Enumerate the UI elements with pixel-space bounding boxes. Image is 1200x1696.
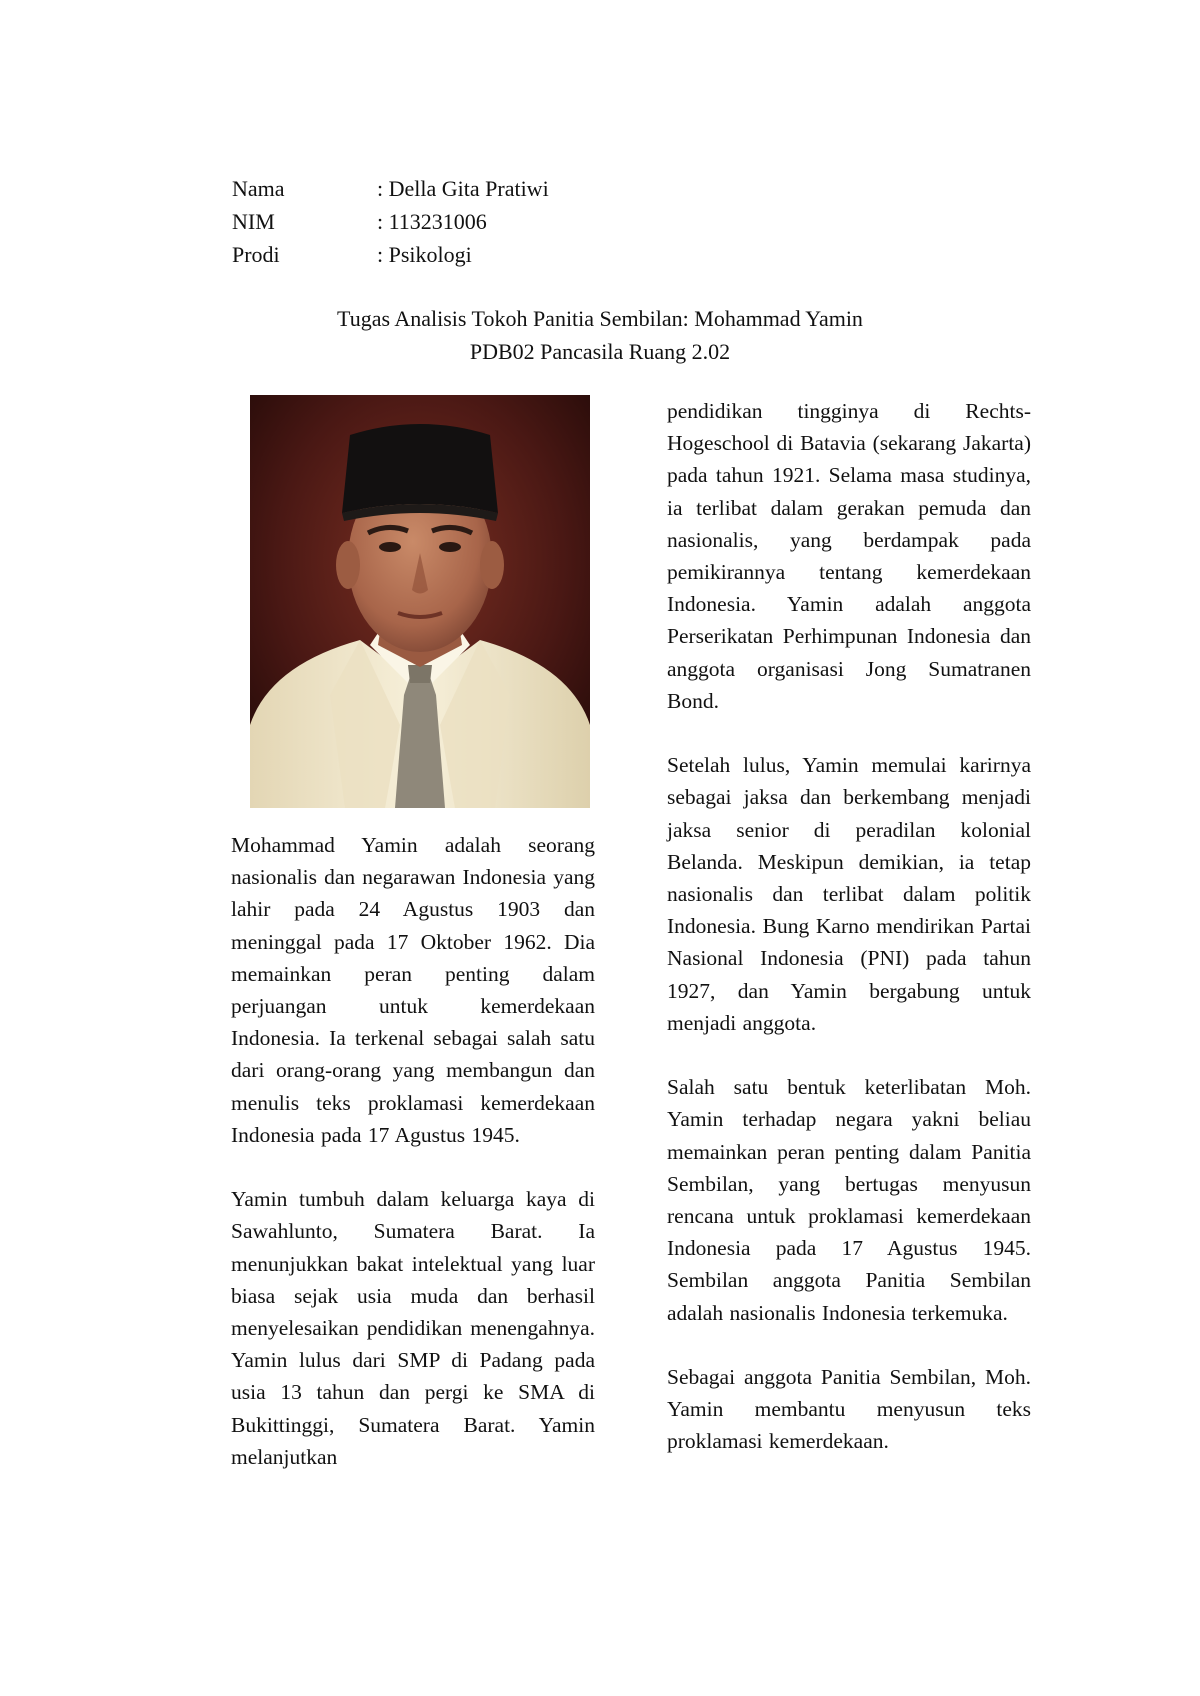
nim-label: NIM (232, 209, 275, 234)
prodi-row (232, 238, 549, 271)
left-column (231, 829, 595, 1505)
portrait-illustration (250, 395, 590, 808)
name-value: : Della Gita Pratiwi (377, 176, 549, 201)
prodi-label: Prodi (232, 242, 280, 267)
name-label: Nama (232, 176, 285, 201)
student-info (232, 172, 549, 271)
portrait-photo (250, 395, 590, 808)
prodi-value: : Psikologi (377, 242, 472, 267)
document-title (0, 302, 1200, 368)
name-row (232, 172, 549, 205)
right-paragraph-2: Setelah lulus, Yamin memulai karirnya sebagai jaksa dan berkembang menjadi jaksa senior di peradilan kolonial Belanda. Meskipun demikian, ia tetap nasionalis dan terlibat dalam politik Indonesia. Bung Karno mendirikan Partai Nasional Indonesia (PNI) pada tahun 1927, dan Yamin bergabung untuk menjadi anggota. (667, 753, 1031, 1035)
right-paragraph-1: pendidikan tingginya di Rechts-Hogeschool di Batavia (sekarang Jakarta) pada tahun 1921. Selama masa studinya, ia terlibat dalam gerakan pemuda dan nasionalis, yang berdampak pada pemikirannya tentang kemerdekaan Indonesia. Yamin adalah anggota Perserikatan Perhimpunan Indonesia dan anggota organisasi Jong Sumatranen Bond. (667, 399, 1031, 713)
right-paragraph-3: Salah satu bentuk keterlibatan Moh. Yamin terhadap negara yakni beliau memainkan peran penting dalam Panitia Sembilan, yang bertugas menyusun rencana untuk proklamasi kemerdekaan Indonesia pada 17 Agustus 1945. Sembilan anggota Panitia Sembilan adalah nasionalis Indonesia terkemuka. (667, 1075, 1031, 1325)
title-line-2: PDB02 Pancasila Ruang 2.02 (469, 339, 731, 364)
title-line-1: Tugas Analisis Tokoh Panitia Sembilan: Mohammad Yamin (337, 306, 863, 331)
left-paragraph-1: Mohammad Yamin adalah seorang nasionalis dan negarawan Indonesia yang lahir pada 24 Agustus 1903 dan meninggal pada 17 Oktober 1962. Dia memainkan peran penting dalam perjuangan untuk kemerdekaan Indonesia. Ia terkenal sebagai salah satu dari orang-orang yang membangun dan menulis teks proklamasi kemerdekaan Indonesia pada 17 Agustus 1945. (231, 833, 595, 1147)
nim-value: : 113231006 (377, 209, 487, 234)
left-paragraph-2: Yamin tumbuh dalam keluarga kaya di Sawahlunto, Sumatera Barat. Ia menunjukkan bakat intelektual yang luar biasa sejak usia muda dan berhasil menyelesaikan pendidikan menengahnya. Yamin lulus dari SMP di Padang pada usia 13 tahun dan pergi ke SMA di Bukittinggi, Sumatera Barat. Yamin melanjutkan (231, 1187, 595, 1469)
nim-row (232, 205, 549, 238)
right-column (667, 395, 1031, 1490)
right-paragraph-4: Sebagai anggota Panitia Sembilan, Moh. Yamin membantu menyusun teks proklamasi kemerdekaan. (667, 1365, 1031, 1454)
